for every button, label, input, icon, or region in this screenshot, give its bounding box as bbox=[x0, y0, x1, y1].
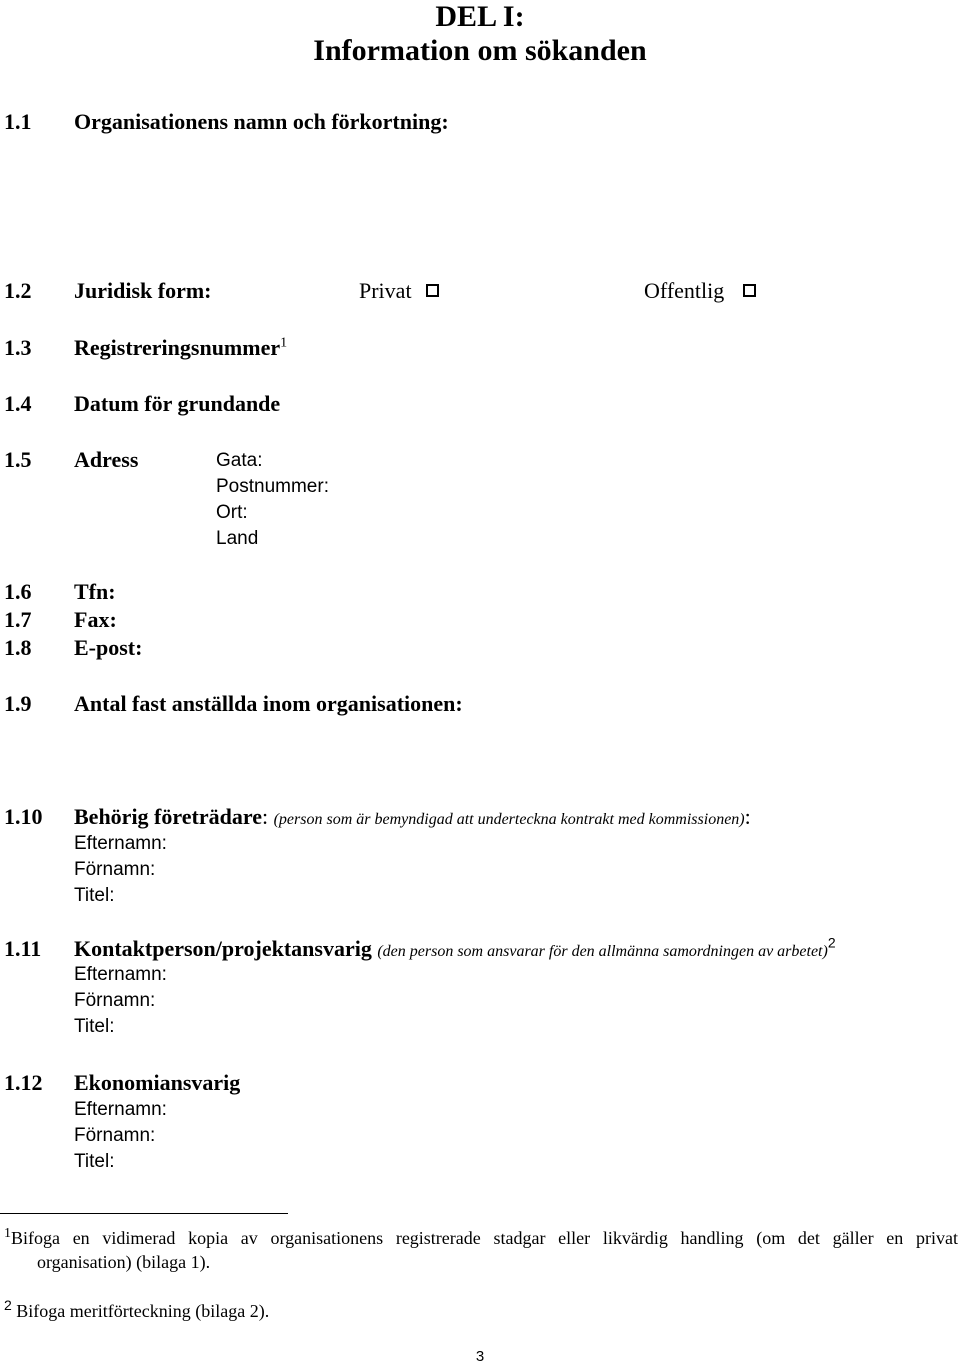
public-checkbox[interactable] bbox=[743, 284, 756, 297]
phone-label: Tfn: bbox=[74, 579, 116, 604]
first-name-field-label: Förnamn: bbox=[74, 859, 156, 880]
private-checkbox[interactable] bbox=[426, 284, 439, 297]
section-number: 1.5 bbox=[4, 447, 32, 472]
founding-date-label: Datum för grundande bbox=[74, 391, 281, 416]
section-number: 1.6 bbox=[4, 579, 32, 604]
city-field-label: Ort: bbox=[216, 502, 248, 523]
section-number: 1.7 bbox=[4, 607, 32, 632]
surname-field-label: Efternamn: bbox=[74, 1099, 167, 1120]
section-number: 1.8 bbox=[4, 635, 32, 660]
title-field-label: Titel: bbox=[74, 1016, 115, 1037]
section-number: 1.3 bbox=[4, 335, 32, 360]
section-number: 1.9 bbox=[4, 691, 32, 716]
registration-number-label: Registreringsnummer$^1$ bbox=[74, 335, 288, 360]
section-number: 1.1 bbox=[4, 109, 32, 134]
organisation-name-label: Organisationens namn och förkortning: bbox=[74, 109, 449, 134]
title-field-label: Titel: bbox=[74, 885, 115, 906]
authorised-representative-heading: Behörig företrädare: (person som är bemyndigad att underteckna kontrakt med kommissionen): bbox=[74, 804, 751, 829]
country-field-label: Land bbox=[216, 528, 259, 549]
footnote-2: $^2$ Bifoga meritförteckning (bilaga 2). bbox=[4, 1297, 270, 1321]
footnote-ref-1: 1 bbox=[280, 335, 288, 351]
surname-field-label: Efternamn: bbox=[74, 964, 167, 985]
page-title: DEL I: bbox=[435, 0, 525, 33]
fax-label: Fax: bbox=[74, 607, 117, 632]
page-subtitle: Information om sökanden bbox=[313, 34, 647, 67]
section-number: 1.4 bbox=[4, 391, 32, 416]
first-name-field-label: Förnamn: bbox=[74, 990, 156, 1011]
contact-person-heading: Kontaktperson/projektansvarig (den person som ansvarar för den allmänna samordningen av arbetet)$^2$ bbox=[74, 934, 836, 961]
footnote-1-continuation: organisation) (bilaga 1). bbox=[37, 1252, 211, 1272]
page-number: 3 bbox=[475, 1348, 485, 1365]
section-number: 1.11 bbox=[4, 936, 42, 961]
section-number: 1.10 bbox=[4, 804, 43, 829]
section-number: 1.12 bbox=[4, 1070, 43, 1095]
contact-person-note: (den person som ansvarar för den allmänna samordningen av arbetet) bbox=[377, 943, 828, 960]
email-label: E-post: bbox=[74, 635, 143, 660]
footnote-1: $^1$Bifoga en vidimerad kopia av organisationens registrerade stadgar eller likvärdig handling (om det gäller en privat bbox=[4, 1226, 958, 1248]
postal-code-field-label: Postnummer: bbox=[216, 476, 329, 497]
finance-manager-heading: Ekonomiansvarig bbox=[74, 1070, 241, 1095]
section-number: 1.2 bbox=[4, 278, 32, 303]
legal-form-label: Juridisk form: bbox=[74, 278, 212, 303]
title-field-label: Titel: bbox=[74, 1151, 115, 1172]
street-field-label: Gata: bbox=[216, 450, 263, 471]
private-option-label: Privat bbox=[359, 278, 412, 303]
surname-field-label: Efternamn: bbox=[74, 833, 167, 854]
employee-count-label: Antal fast anställda inom organisationen: bbox=[74, 691, 463, 716]
first-name-field-label: Förnamn: bbox=[74, 1125, 156, 1146]
authorised-representative-note: (person som är bemyndigad att underteckna kontrakt med kommissionen) bbox=[273, 811, 745, 828]
footnote-ref-2: 2 bbox=[827, 934, 836, 951]
address-label: Adress bbox=[74, 447, 139, 472]
public-option-label: Offentlig bbox=[644, 278, 725, 303]
footnote-separator bbox=[0, 1213, 288, 1214]
